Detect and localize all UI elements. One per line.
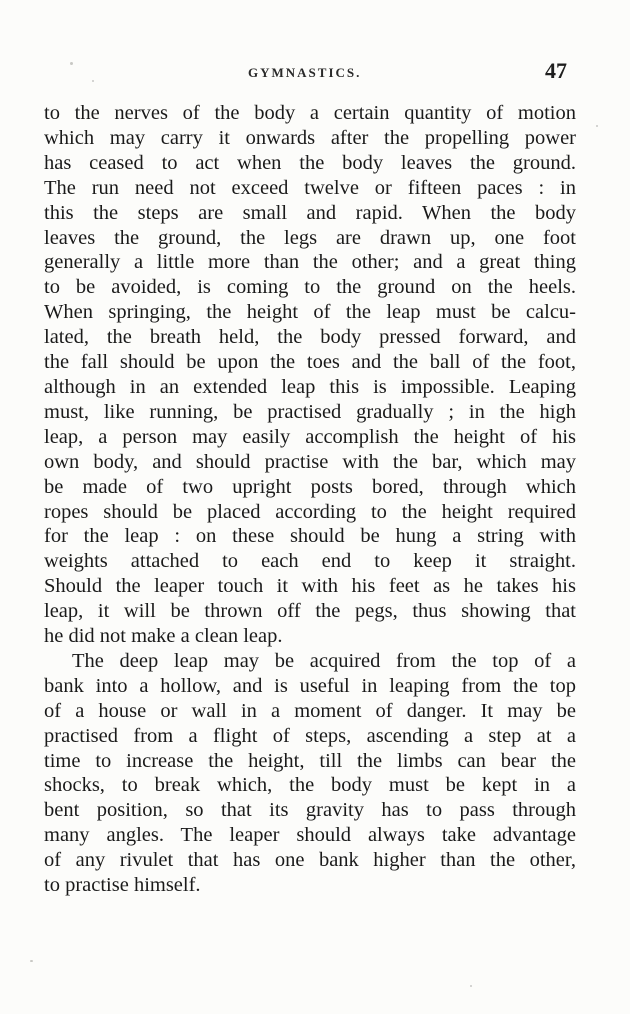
- text-line: must, like running, be practised gradually ; in the high: [44, 400, 576, 423]
- text-line: The run need not exceed twelve or fifteen paces : in: [44, 176, 576, 199]
- text-line: leap, it will be thrown off the pegs, thus showing that: [44, 600, 576, 623]
- text-line: for the leap : on these should be hung a string with: [44, 525, 576, 548]
- running-head: [0, 58, 630, 88]
- text-line: the fall should be upon the toes and the ball of the foot,: [44, 351, 576, 374]
- text-line: to practise himself.: [44, 874, 201, 897]
- text-line: When springing, the height of the leap must be calcu-: [44, 301, 576, 324]
- text-line: Should the leaper touch it with his feet as he takes his: [44, 575, 576, 598]
- text-line: The deep leap may be acquired from the top of a: [72, 649, 576, 672]
- text-line: has ceased to act when the body leaves the ground.: [44, 151, 576, 174]
- text-line: weights attached to each end to keep it straight.: [44, 550, 576, 573]
- body-text: [44, 101, 576, 898]
- text-line: leap, a person may easily accomplish the height of his: [44, 425, 576, 448]
- scan-speck: [92, 80, 94, 82]
- text-line: leaves the ground, the legs are drawn up, one foot: [44, 226, 576, 249]
- scan-speck: [596, 125, 598, 127]
- scan-speck: [70, 62, 73, 65]
- scan-speck: [30, 960, 33, 962]
- text-line: lated, the breath held, the body pressed forward, and: [44, 326, 576, 349]
- scan-speck: [470, 985, 472, 987]
- text-line: own body, and should practise with the bar, which may: [44, 450, 576, 473]
- text-line: many angles. The leaper should always take advantage: [44, 824, 576, 847]
- text-line: time to increase the height, till the limbs can bear the: [44, 749, 576, 772]
- text-line: shocks, to break which, the body must be kept in a: [44, 774, 576, 797]
- text-line: of a house or wall in a moment of danger. It may be: [44, 699, 576, 722]
- text-line: bent position, so that its gravity has to pass through: [44, 799, 576, 822]
- text-line: he did not make a clean leap.: [44, 625, 283, 648]
- running-title: GYMNASTICS.: [248, 65, 362, 80]
- text-line: although in an extended leap this is impossible. Leaping: [44, 375, 576, 398]
- text-line: this the steps are small and rapid. When the body: [44, 201, 576, 224]
- text-line: which may carry it onwards after the propelling power: [44, 126, 576, 149]
- text-line: practised from a flight of steps, ascending a step at a: [44, 724, 576, 747]
- text-line: to the nerves of the body a certain quantity of motion: [44, 102, 576, 124]
- page-number: 47: [545, 58, 567, 83]
- text-line: generally a little more than the other; and a great thing: [44, 251, 576, 274]
- text-line: of any rivulet that has one bank higher than the other,: [44, 849, 576, 872]
- text-line: be made of two upright posts bored, through which: [44, 475, 576, 498]
- text-line: ropes should be placed according to the height required: [44, 500, 576, 523]
- text-line: bank into a hollow, and is useful in leaping from the top: [44, 674, 576, 697]
- text-line: to be avoided, is coming to the ground on the heels.: [44, 276, 576, 299]
